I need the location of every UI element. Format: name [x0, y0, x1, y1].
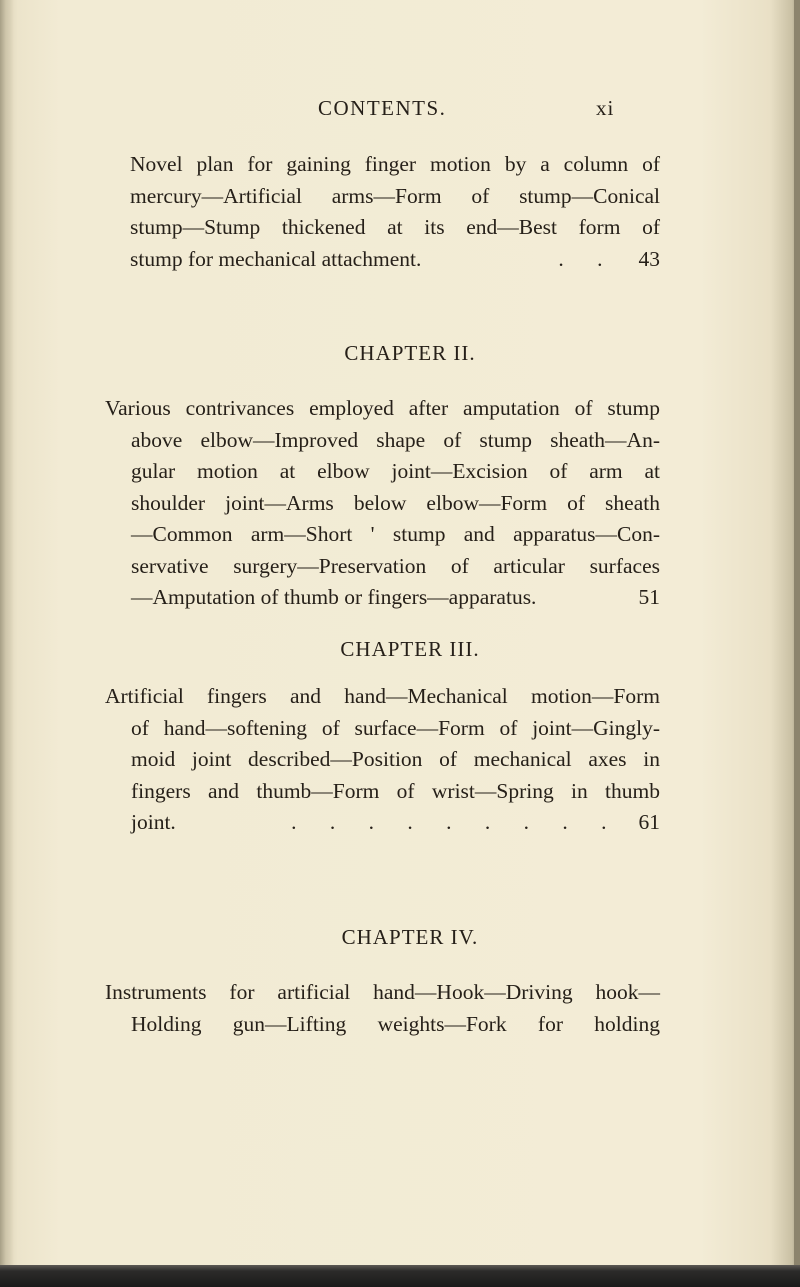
entry-line: stump—Stump thickened at its end—Best form of [130, 215, 660, 239]
entry-line: moid joint described—Position of mechanical axes in [131, 747, 660, 771]
entry-line: of hand—softening of surface—Form of joint—Gingly- [131, 715, 660, 740]
contents-entry-chapter-2 [105, 393, 660, 614]
entry-line: fingers and thumb—Form of wrist—Spring in thumb [131, 778, 660, 803]
page-reference: 61 [638, 810, 660, 834]
entry-line: Instruments for artificial hand—Hook—Driving hook— [105, 980, 660, 1004]
leader-and-page [291, 807, 660, 839]
scanner-bottom-edge [0, 1265, 800, 1287]
entry-line: above elbow—Improved shape of stump sheath—An- [131, 427, 660, 452]
entry-line: —Amputation of thumb or fingers—apparatus. [131, 585, 537, 609]
contents-entry-chapter-3 [105, 681, 660, 839]
entry-line: mercury—Artificial arms—Form of stump—Conical [130, 183, 660, 208]
entry-line: Holding gun—Lifting weights—Fork for holding [131, 1011, 660, 1036]
chapter-heading: CHAPTER IV. [341, 925, 479, 949]
dot-leader: . . . . . . . . . [291, 810, 621, 834]
page-reference: 51 [638, 585, 660, 609]
entry-line: joint. [131, 810, 176, 834]
contents-entry-chapter-4 [105, 977, 660, 1040]
entry-last-line [130, 244, 660, 276]
entry-line: —Common arm—Short ' stump and apparatus—Con- [131, 522, 660, 546]
running-head-title: CONTENTS. [318, 96, 447, 120]
page-reference: 43 [638, 246, 660, 271]
entry-last-line [105, 582, 660, 614]
entry-line: stump for mechanical attachment. [130, 246, 422, 271]
entry-line: gular motion at elbow joint—Excision of arm at [131, 459, 660, 483]
entry-line: Novel plan for gaining finger motion by a column of [130, 152, 660, 176]
contents-entry-chapter-1-continued [130, 149, 660, 275]
dot-leader: . . [558, 246, 617, 271]
entry-line: servative surgery—Preservation of articular surfaces [131, 553, 660, 578]
entry-line: shoulder joint—Arms below elbow—Form of sheath [131, 490, 660, 515]
running-head-page-number: xi [596, 96, 615, 120]
chapter-heading: CHAPTER II. [344, 341, 476, 365]
entry-line: Various contrivances employed after amputation of stump [105, 396, 660, 420]
chapter-heading: CHAPTER III. [340, 637, 480, 661]
entry-last-line [105, 807, 660, 839]
leader-and-page [558, 244, 660, 276]
running-head [0, 96, 800, 126]
entry-line: Artificial fingers and hand—Mechanical motion—Form [105, 684, 660, 708]
